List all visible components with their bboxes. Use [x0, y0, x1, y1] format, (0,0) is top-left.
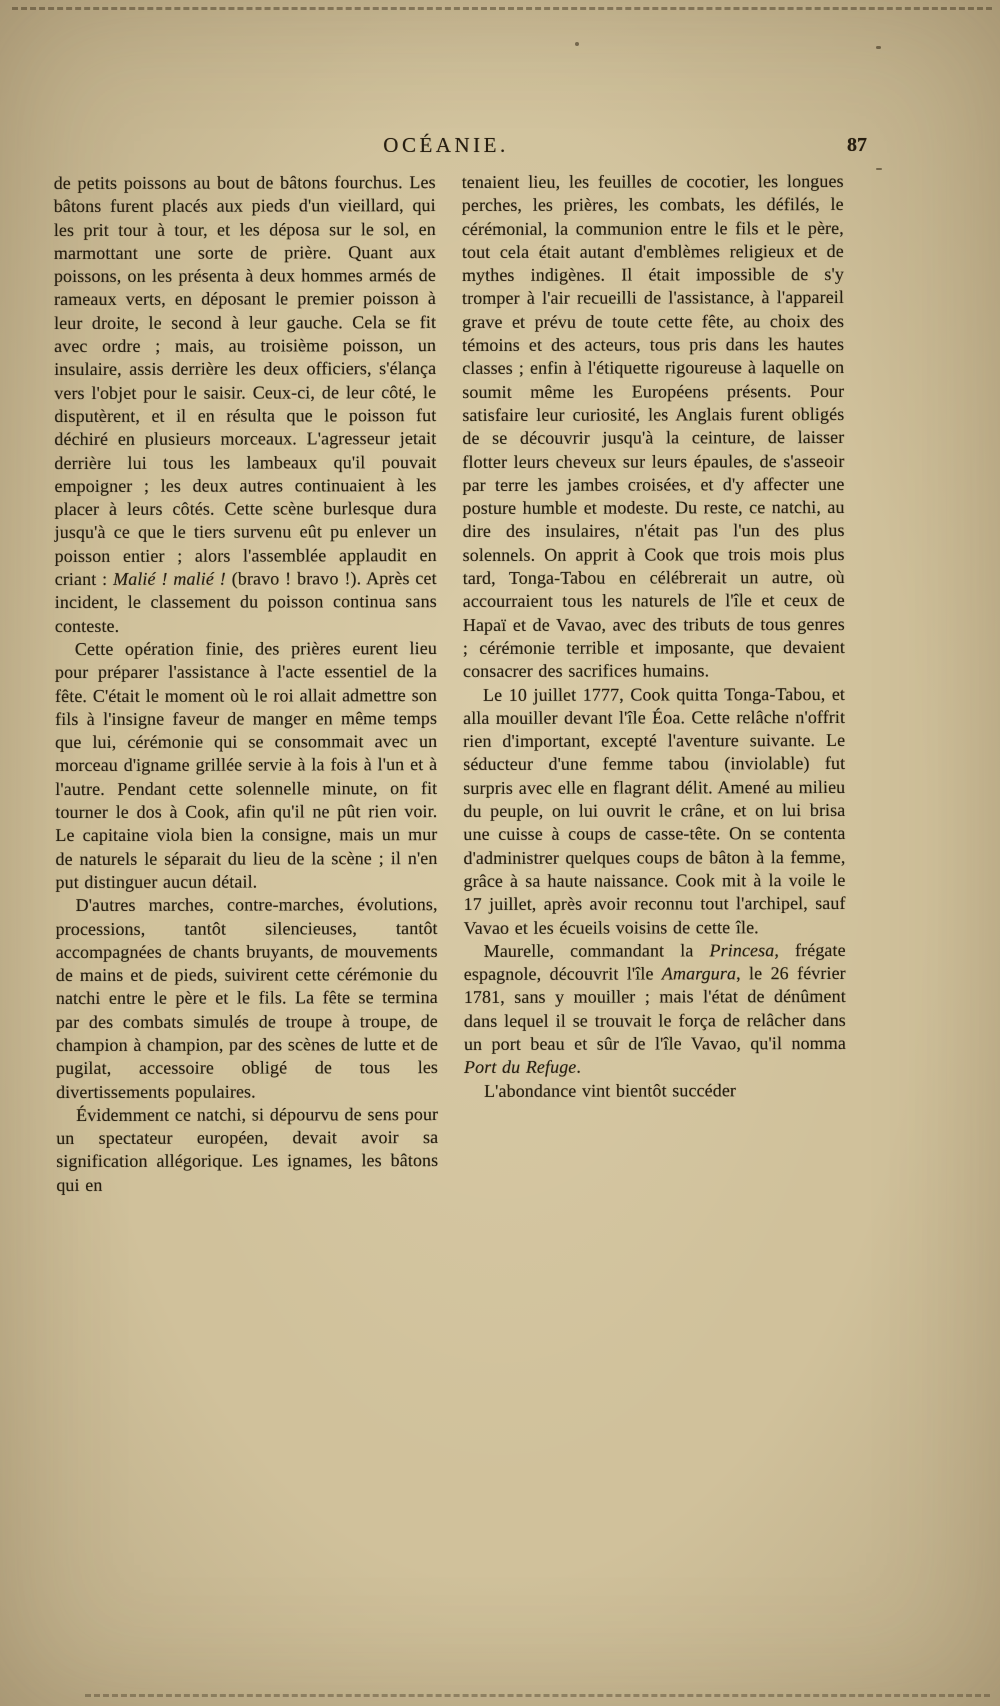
scan-speck	[876, 46, 881, 49]
paragraph	[462, 170, 845, 684]
italic-text-run: Malié ! malié !	[113, 568, 226, 589]
text-run: , le 26 février 1781, sans y mouiller ; mais l'état de dénûment dans lequel il se trouvait le força de relâcher dans un port beau et sûr de l'île Vavao, qu'il nomma	[463, 963, 846, 1054]
text-run: D'autres marches, contre-marches, évolutions, processions, tantôt silencieuses, tantôt accompagnées de chants bruyants, de mouvements de mains et de pieds, suivirent cette cérémonie du natchi entre le père et le fils. La fête se termina par des combats simulés de troupe à troupe, de champion à champion, par des scènes de lutte et de pugilat, accessoire obligé de tous les divertissements populaires.	[55, 894, 439, 1102]
paragraph	[463, 682, 846, 939]
paragraph	[55, 637, 438, 894]
text-run: frégate espagnole, découvrit l'île	[463, 939, 846, 985]
running-title: OCÉANIE.	[383, 133, 509, 157]
paragraph	[464, 939, 846, 1080]
paragraph	[56, 1103, 438, 1197]
italic-text-run: Amargura	[661, 963, 737, 984]
text-run: (bravo ! bravo !). Après cet incident, le classement du poisson continua sans conteste.	[54, 568, 437, 636]
scan-speck	[876, 168, 882, 170]
italic-text-run: Port du Refuge	[463, 1056, 577, 1078]
text-run: L'abondance vint bientôt succéder	[484, 1079, 737, 1101]
text-run: Le 10 juillet 1777, Cook quitta Tonga-Tabou, et alla mouiller devant l'île Éoa. Cette relâche n'offrit rien d'important, excepté l'aventure suivante. Le séducteur d'une femme tabou (inviolable) fut surpris avec elle en flagrant délit. Amené au milieu du peuple, on lui ouvrit le crâne, et on lui brisa une cuisse à coups de casse-tête. On se contenta d'administrer quelques coups de bâton à la femme, grâce à sa haute naissance. Cook mit à la voile le 17 juillet, après avoir reconnu tout l'archipel, sauf Vavao et les écueils voisins de cette île.	[463, 683, 846, 938]
text-run: tenaient lieu, les feuilles de cocotier, les longues perches, les prières, les combats, les défilés, le cérémonial, la communion entre le fils et le père, tout cela était autant d'emblèmes religieux et de mythes indigènes. Il était impossible de s'y tromper à l'air recueilli de l'assistance, à l'appareil grave et prévu de toute cette fête, au choix des témoins et des acteurs, tous pris dans les hautes classes ; enfin à l'étiquette rigoureuse à laquelle on soumit même les Européens présents. Pour satisfaire leur curiosité, les Anglais furent obligés de se découvrir jusqu'à la ceinture, de laisser flotter leurs cheveux sur leurs épaules, de s'asseoir par terre les jambes croisées, et d'y affecter une posture humble et modeste. Du reste, ce natchi, au dire des insulaires, n'était pas l'un des plus solennels. On apprit à Cook que trois mois plus tard, Tonga-Tabou en célébrerait un autre, où accourraient tous les naturels de l'île et ceux de Hapaï et de Vavao, avec des tributs de tous genres ; cérémonie terrible et imposante, que devaient consacrer des sacrifices humains.	[461, 170, 845, 682]
text-run: de petits poissons au bout de bâtons fourchus. Les bâtons furent placés aux pieds d'un vieillard, qui les prit tour à tour, et les déposa sur le sol, en marmottant une sorte de prière. Quant aux poissons, on les présenta à deux hommes armés de rameaux verts, en déposant le premier poisson à leur droite, le second à leur gauche. Cela se fit avec ordre ; mais, au troisième poisson, un insulaire, assis derrière les deux officiers, s'élança vers l'objet pour le saisir. Ceux-ci, de leur côté, le disputèrent, et il en résulta que le poisson fut déchiré en plusieurs morceaux. L'agresseur jetait derrière lui tous les lambeaux qu'il pouvait empoigner ; les deux autres continuaient à les placer à leurs côtés. Cette scène burlesque dura jusqu'à ce que le tiers survenu eût pu enlever un poisson entier ; alors l'assemblée applaudit en criant :	[53, 172, 437, 590]
scan-artifact-top-line	[12, 7, 992, 10]
page-header	[55, 133, 867, 163]
paragraph	[54, 171, 437, 638]
text-run: .	[576, 1056, 582, 1077]
scan-speck	[575, 42, 579, 46]
text-run: Évidemment ce natchi, si dépourvu de sens pour un spectateur européen, devait avoir sa signification allégorique. Les ignames, les bâtons qui en	[56, 1103, 439, 1195]
right-column	[462, 170, 847, 1196]
page-number: 87	[847, 134, 867, 156]
paragraph	[56, 893, 439, 1104]
text-run: Cette opération finie, des prières eurent lieu pour préparer l'assistance à l'acte essentiel de la fête. C'était le moment où le roi allait admettre son fils à l'insigne faveur de manger en même temps que lui, cérémonie qui se consommait avec un morceau d'igname grillée servie à la fois à l'un et à l'autre. Pendant cette solennelle minute, on fit tourner le dos à Cook, afin qu'il ne pût rien voir. Le capitaine viola bien la consigne, mais un mur de naturels le séparait du lieu de la scène ; il n'en put distinguer aucun détail.	[54, 637, 438, 892]
left-column	[54, 171, 439, 1197]
text-columns	[54, 170, 847, 1197]
text-run: Maurelle, commandant la	[483, 940, 710, 961]
paragraph	[464, 1079, 846, 1103]
italic-text-run: Princesa,	[709, 939, 779, 961]
scan-artifact-bottom-line	[85, 1694, 990, 1697]
